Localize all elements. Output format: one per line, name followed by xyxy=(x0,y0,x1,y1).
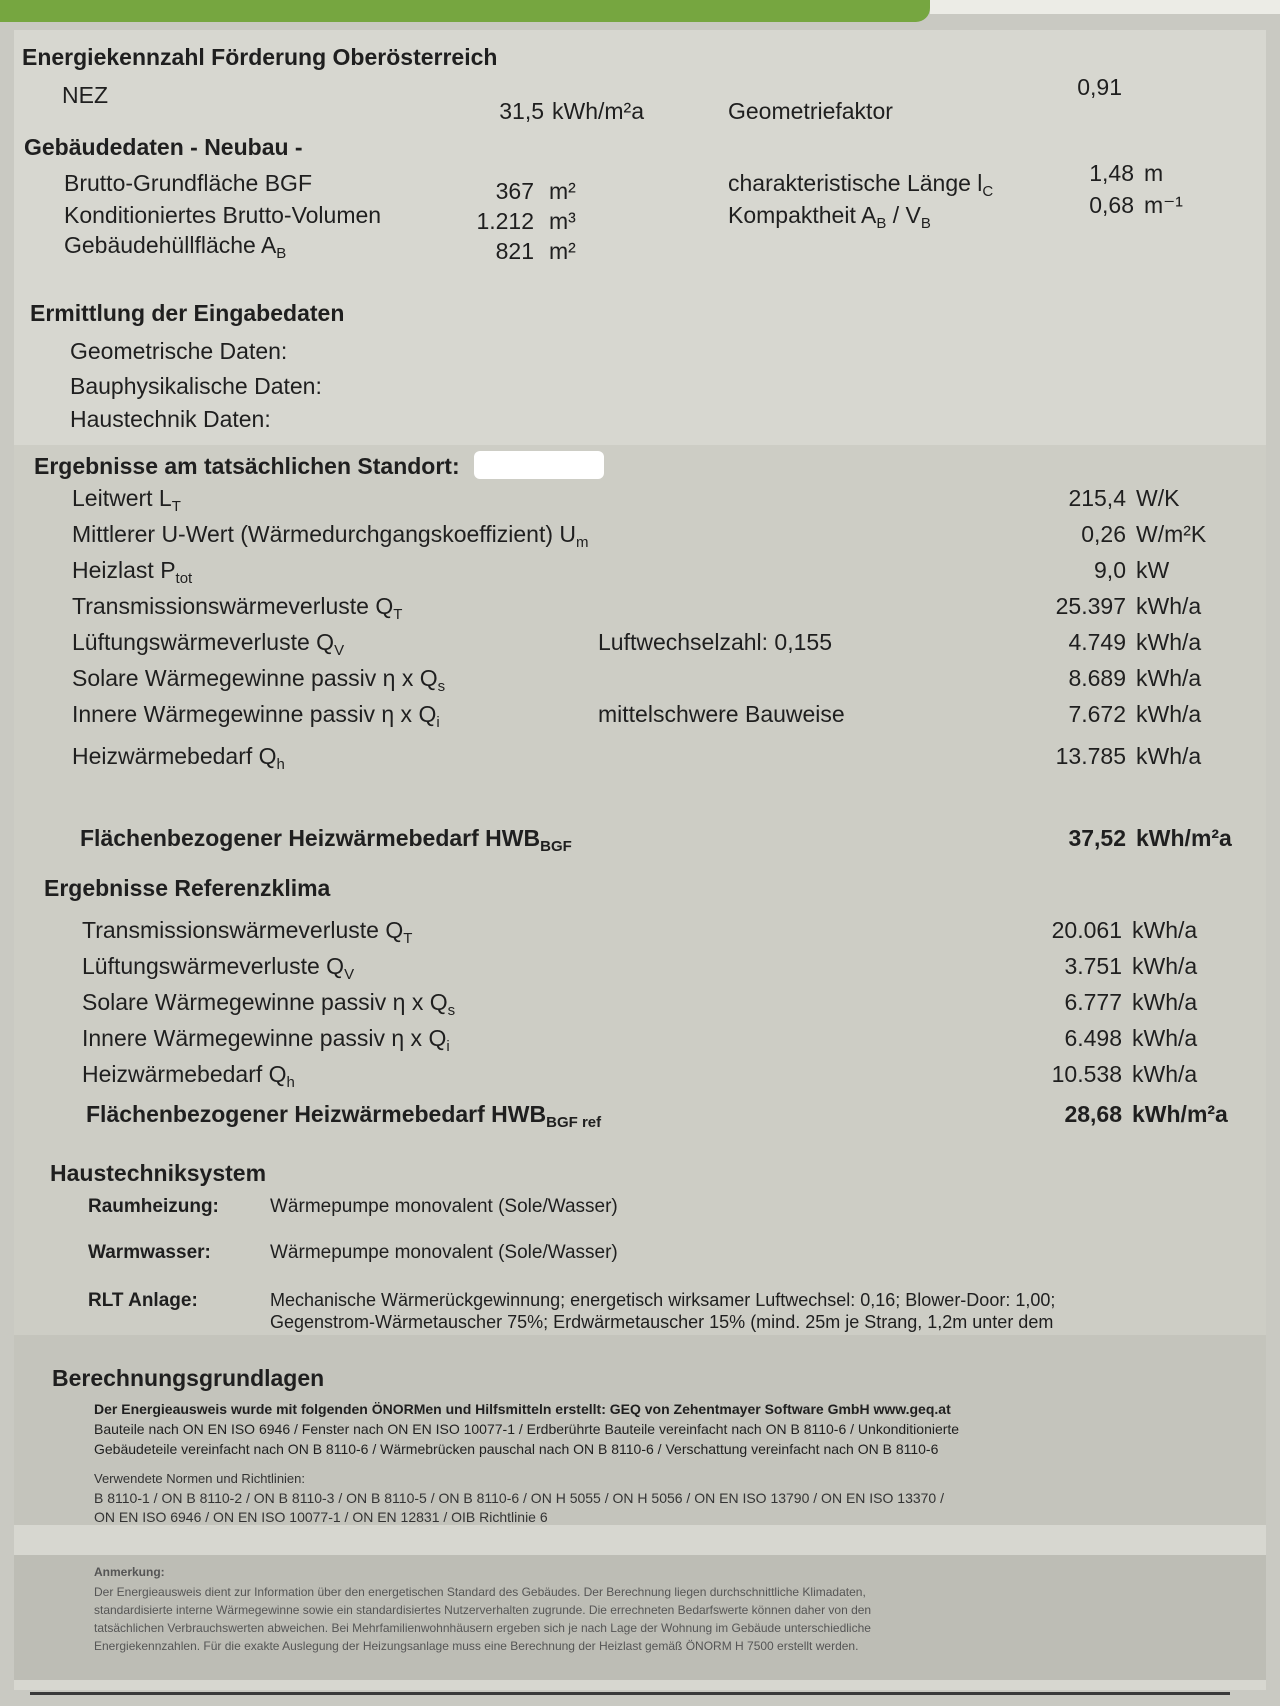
result-row-label: Heizwärmebedarf $Q_h$ xyxy=(72,743,285,773)
bauphysikalische-daten-label: Bauphysikalische Daten: xyxy=(70,373,322,399)
result-row-value: 25.397 xyxy=(1055,593,1126,619)
result-row-value: 3.751 xyxy=(1064,953,1122,979)
result-row-label: Innere Wärmegewinne passiv η x $Q_i$ xyxy=(72,701,440,731)
result-row-value: 8.689 xyxy=(1068,665,1126,691)
result-row-unit: kWh/a xyxy=(1136,629,1202,655)
hwb-referenz-value: 28,68 xyxy=(1064,1101,1122,1127)
standort-section xyxy=(14,445,1266,865)
result-row-label: Lüftungswärmeverluste $Q_V$ xyxy=(82,953,355,983)
result-row-note: Luftwechselzahl: 0,155 xyxy=(598,629,832,655)
hwb-referenz-unit: kWh/m²a xyxy=(1132,1101,1228,1127)
normen-line-1: B 8110-1 / ON B 8110-2 / ON B 8110-3 / ON B 8110-5 / ON B 8110-6 / ON H 5055 / ON H 5056 / ON EN ISO 13790 / ON EN ISO 13370 / xyxy=(94,1490,944,1506)
rlt-label: RLT Anlage: xyxy=(88,1290,198,1311)
result-row-label: Solare Wärmegewinne passiv η x $Q_s$ xyxy=(72,665,446,695)
anmerkung-line-4: Energiekennzahlen. Für die exakte Auslegung der Heizungsanlage muss eine Berechnung der Heizlast gemäß ÖNORM H 7500 erstellt werden. xyxy=(94,1639,859,1653)
referenz-title: Ergebnisse Referenzklima xyxy=(44,875,331,901)
grundlagen-section xyxy=(14,1335,1266,1525)
result-row-label: Solare Wärmegewinne passiv η x $Q_s$ xyxy=(82,989,456,1019)
nez-label: NEZ xyxy=(62,82,108,108)
kompakt-unit: m⁻¹ xyxy=(1144,192,1183,218)
result-row-label: Heizwärmebedarf $Q_h$ xyxy=(82,1061,295,1091)
grundlagen-line-3: Gebäudeteile vereinfacht nach ON B 8110-6 / Wärmebrücken pauschal nach ON B 8110-6 / Verschattung vereinfacht nach ON B 8110-6 xyxy=(94,1441,939,1457)
anmerkung-section xyxy=(14,1555,1266,1680)
white-header-tab xyxy=(930,0,1280,14)
normen-title: Verwendete Normen und Richtlinien: xyxy=(94,1471,306,1486)
result-row-label: Mittlerer U-Wert (Wärmedurchgangskoeffizient) $U_m$ xyxy=(72,521,589,551)
result-row-unit: kWh/a xyxy=(1132,1061,1198,1087)
kompakt-label: Kompaktheit $A_B / V_B$ xyxy=(728,202,931,232)
foerderung-section xyxy=(14,30,1266,130)
result-row-label: Heizlast $P_{tot}$ xyxy=(72,557,193,587)
foerderung-title: Energiekennzahl Förderung Oberösterreich xyxy=(22,44,498,70)
eingabe-section xyxy=(14,290,1266,465)
grundlagen-title: Berechnungsgrundlagen xyxy=(52,1365,325,1391)
redaction-patch xyxy=(474,451,604,479)
result-row-unit: W/K xyxy=(1136,485,1180,511)
hwb-standort-label: Flächenbezogener Heizwärmebedarf $HWB_{BGF}$ xyxy=(80,825,572,855)
grundlagen-line-2: Bauteile nach ON EN ISO 6946 / Fenster nach ON EN ISO 10077-1 / Erdberührte Bauteile vereinfacht nach ON B 8110-6 / Unkonditionierte xyxy=(94,1421,960,1437)
result-row-value: 20.061 xyxy=(1051,917,1122,943)
hwb-standort-unit: kWh/m²a xyxy=(1136,825,1232,851)
warmwasser-value: Wärmepumpe monovalent (Sole/Wasser) xyxy=(270,1242,618,1263)
bgf-value: 367 xyxy=(495,178,534,204)
result-row-note: mittelschwere Bauweise xyxy=(598,701,845,727)
rlt-line-1: Mechanische Wärmerückgewinnung; energetisch wirksamer Luftwechsel: 0,16; Blower-Door: 1,00; xyxy=(270,1290,1056,1310)
standort-title: Ergebnisse am tatsächlichen Standort: xyxy=(34,453,460,479)
volumen-label: Konditioniertes Brutto-Volumen xyxy=(64,202,382,228)
grundlagen-line-1: Der Energieausweis wurde mit folgenden ÖNORMen und Hilfsmitteln erstellt: GEQ von Zehentmayer Software GmbH www.geq.at xyxy=(94,1401,951,1417)
geometrische-daten-label: Geometrische Daten: xyxy=(70,338,288,364)
bottom-rule xyxy=(30,1692,1230,1695)
result-row-label: Leitwert $L_T$ xyxy=(72,485,181,515)
kompakt-value: 0,68 xyxy=(1089,192,1134,218)
huelle-value: 821 xyxy=(495,238,534,264)
laenge-label: charakteristische Länge $l_C$ xyxy=(728,170,994,200)
result-row-value: 4.749 xyxy=(1068,629,1126,655)
result-row-value: 7.672 xyxy=(1068,701,1126,727)
bgf-label: Brutto-Grundfläche BGF xyxy=(64,170,312,196)
document-page xyxy=(14,30,1266,1690)
laenge-unit: m xyxy=(1144,160,1164,186)
volumen-unit: m³ xyxy=(549,208,576,234)
result-row-unit: kWh/a xyxy=(1136,593,1202,619)
page-top-strip xyxy=(0,0,1280,22)
result-row-unit: kW xyxy=(1136,557,1170,583)
geometriefaktor-value: 0,91 xyxy=(1077,74,1122,100)
result-row-unit: W/m²K xyxy=(1136,521,1207,547)
result-row-value: 0,26 xyxy=(1081,521,1126,547)
haustechnik-daten-label: Haustechnik Daten: xyxy=(70,406,271,432)
result-row-value: 6.498 xyxy=(1064,1025,1122,1051)
anmerkung-line-2: standardisierte interne Wärmegewinne sowie ein standardisiertes Nutzerverhalten zugrunde. Die errechneten Bedarfswerte können daher von den xyxy=(94,1603,872,1617)
volumen-value: 1.212 xyxy=(476,208,534,234)
rlt-line-2: Gegenstrom-Wärmetauscher 75%; Erdwärmetauscher 15% (mind. 25m je Strang, 1,2m unter dem xyxy=(270,1312,1054,1332)
result-row-unit: kWh/a xyxy=(1132,953,1198,979)
nez-value: 31,5 xyxy=(499,98,544,124)
result-row-unit: kWh/a xyxy=(1132,989,1198,1015)
result-row-value: 10.538 xyxy=(1051,1061,1122,1087)
huelle-label: Gebäudehüllfläche $A_B$ xyxy=(64,232,287,262)
raumheizung-label: Raumheizung: xyxy=(88,1196,219,1217)
result-row-unit: kWh/a xyxy=(1136,665,1202,691)
result-row-value: 9,0 xyxy=(1094,557,1126,583)
result-row-unit: kWh/a xyxy=(1136,743,1202,769)
gebaeude-title: Gebäudedaten - Neubau - xyxy=(24,134,303,160)
result-row-unit: kWh/a xyxy=(1132,1025,1198,1051)
referenz-section xyxy=(14,865,1266,1140)
hwb-standort-value: 37,52 xyxy=(1068,825,1126,851)
result-row-label: Transmissionswärmeverluste $Q_T$ xyxy=(72,593,403,623)
result-row-value: 13.785 xyxy=(1055,743,1126,769)
anmerkung-line-1: Der Energieausweis dient zur Information über den energetischen Standard des Gebäudes. Der Berechnung liegen durchschnittliche Klimadaten, xyxy=(94,1585,866,1599)
raumheizung-value: Wärmepumpe monovalent (Sole/Wasser) xyxy=(270,1196,618,1217)
result-row-value: 6.777 xyxy=(1064,989,1122,1015)
result-row-unit: kWh/a xyxy=(1136,701,1202,727)
nez-unit: kWh/m²a xyxy=(552,98,644,124)
anmerkung-title: Anmerkung: xyxy=(94,1565,165,1579)
bgf-unit: m² xyxy=(549,178,576,204)
anmerkung-line-3: tatsächlichen Verbrauchswerten abweichen. Bei Mehrfamilienwohnhäusern ergeben sich je nach Lage der Wohnung im Gebäude unterschiedliche xyxy=(94,1621,871,1635)
huelle-unit: m² xyxy=(549,238,576,264)
result-row-label: Transmissionswärmeverluste $Q_T$ xyxy=(82,917,413,947)
result-row-label: Innere Wärmegewinne passiv η x $Q_i$ xyxy=(82,1025,450,1055)
haustechnik-title: Haustechniksystem xyxy=(50,1160,267,1186)
laenge-value: 1,48 xyxy=(1089,160,1134,186)
hwb-referenz-label: Flächenbezogener Heizwärmebedarf $HWB_{BGF ref}$ xyxy=(86,1101,602,1131)
green-header-bar xyxy=(0,0,930,22)
warmwasser-label: Warmwasser: xyxy=(88,1242,211,1263)
result-row-value: 215,4 xyxy=(1068,485,1126,511)
result-row-unit: kWh/a xyxy=(1132,917,1198,943)
eingabe-title: Ermittlung der Eingabedaten xyxy=(30,300,345,326)
normen-line-2: ON EN ISO 6946 / ON EN ISO 10077-1 / ON EN 12831 / OIB Richtlinie 6 xyxy=(94,1509,548,1525)
geometriefaktor-label: Geometriefaktor xyxy=(728,98,893,124)
result-row-label: Lüftungswärmeverluste $Q_V$ xyxy=(72,629,345,659)
gebaeude-section xyxy=(14,130,1266,300)
